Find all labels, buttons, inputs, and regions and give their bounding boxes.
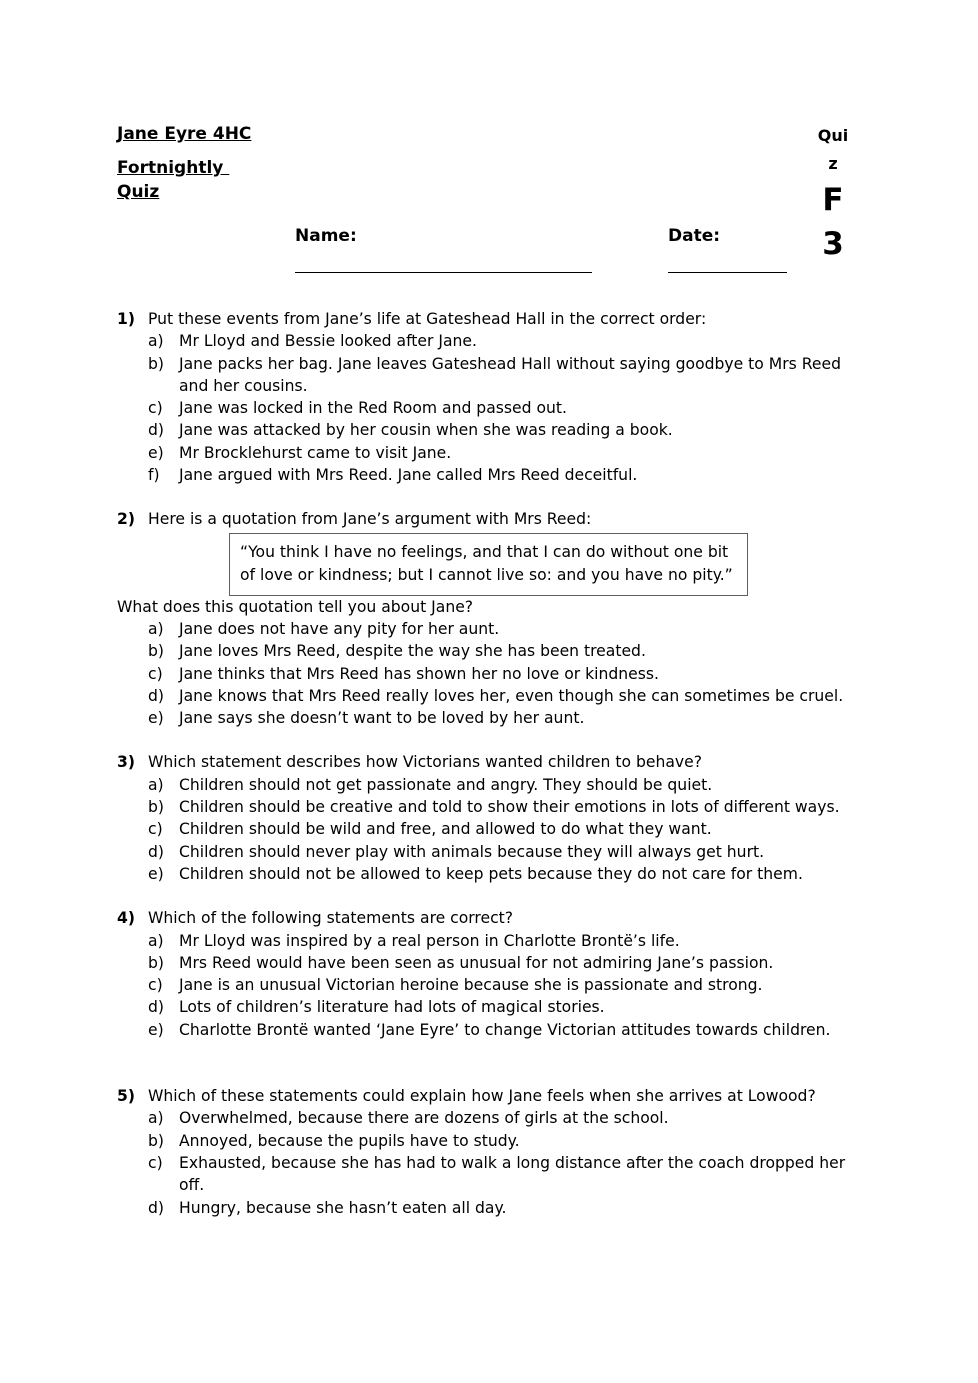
date-label: Date: (668, 226, 721, 246)
answer-option-list (117, 618, 877, 729)
quiz-code-number: 3 (822, 226, 844, 262)
quotation-box (229, 533, 748, 596)
answer-option[interactable] (117, 419, 877, 441)
question-number: 4) (117, 909, 135, 928)
answer-option-marker: b) (148, 798, 164, 817)
answer-option-text: Jane packs her bag. Jane leaves Gateshead Hall without saying goodbye to Mrs Reed and her cousins. (179, 354, 841, 395)
answer-option-list (117, 930, 877, 1041)
answer-option-marker: a) (148, 775, 164, 794)
answer-option-text: Children should be wild and free, and allowed to do what they want. (179, 820, 712, 839)
answer-option-text: Jane says she doesn’t want to be loved by her aunt. (179, 709, 585, 728)
question-prompt-row (117, 1085, 877, 1107)
answer-option-text: Jane thinks that Mrs Reed has shown her no love or kindness. (179, 664, 659, 683)
question-prompt-row (117, 751, 877, 773)
answer-option-text: Jane was attacked by her cousin when she was reading a book. (179, 421, 673, 440)
answer-option-marker: c) (148, 1153, 163, 1172)
answer-option[interactable] (117, 707, 877, 729)
quotation-text: “You think I have no feelings, and that I can do without one bit of love or kindness; but I cannot live so: and you have no pity.” (240, 542, 733, 584)
answer-option-text: Children should be creative and told to show their emotions in lots of different ways. (179, 798, 840, 817)
answer-option-text: Mr Brocklehurst came to visit Jane. (179, 443, 452, 462)
answer-option[interactable] (117, 330, 877, 352)
answer-option-text: Exhausted, because she has had to walk a long distance after the coach dropped her off. (179, 1153, 846, 1195)
answer-option[interactable] (117, 996, 877, 1018)
question-block (117, 1085, 877, 1219)
question-prompt: Put these events from Jane’s life at Gateshead Hall in the correct order: (148, 310, 707, 328)
answer-option-marker: b) (148, 354, 164, 373)
question-prompt-row (117, 308, 877, 330)
question-block (117, 907, 877, 1041)
answer-option[interactable] (117, 663, 877, 685)
document-subtitle-line-2: Quiz (117, 182, 160, 202)
answer-option[interactable] (117, 1152, 877, 1197)
question-block (117, 308, 877, 486)
answer-option-text: Annoyed, because the pupils have to study. (179, 1131, 520, 1150)
answer-option-text: Jane argued with Mrs Reed. Jane called Mrs Reed deceitful. (179, 466, 638, 485)
answer-option-marker: c) (148, 976, 163, 995)
answer-option[interactable] (117, 1197, 877, 1219)
answer-option-text: Jane was locked in the Red Room and passed out. (179, 399, 567, 418)
question-block (117, 508, 877, 729)
answer-option-marker: f) (148, 466, 160, 485)
answer-option[interactable] (117, 863, 877, 885)
document-subtitle-line-1: Fortnightly (117, 158, 230, 178)
answer-option[interactable] (117, 1130, 877, 1152)
answer-option-text: Overwhelmed, because there are dozens of girls at the school. (179, 1109, 669, 1128)
name-input-line[interactable] (295, 271, 592, 273)
question-prompt: Which of these statements could explain how Jane feels when she arrives at Lowood? (148, 1087, 816, 1106)
answer-option-marker: a) (148, 931, 164, 950)
answer-option-marker: d) (148, 686, 164, 705)
answer-option-marker: d) (148, 421, 164, 440)
answer-option-text: Mr Lloyd was inspired by a real person in Charlotte Brontë’s life. (179, 931, 680, 950)
answer-option-text: Mr Lloyd and Bessie looked after Jane. (179, 332, 477, 351)
answer-option-marker: c) (148, 820, 163, 839)
answer-option-marker: e) (148, 709, 164, 728)
answer-option-text: Jane loves Mrs Reed, despite the way she has been treated. (179, 642, 646, 661)
answer-option-marker: b) (148, 1131, 164, 1150)
name-date-section (295, 224, 795, 273)
answer-option-marker: a) (148, 1109, 164, 1128)
date-input-line[interactable] (668, 271, 787, 273)
answer-option-text: Children should not get passionate and angry. They should be quiet. (179, 775, 713, 794)
question-prompt: Which statement describes how Victorians wanted children to behave? (148, 753, 702, 772)
question-prompt: Which of the following statements are correct? (148, 909, 514, 928)
answer-option-marker: e) (148, 864, 164, 883)
name-date-row (295, 224, 795, 273)
answer-option-text: Children should not be allowed to keep pets because they do not care for them. (179, 864, 803, 883)
answer-option[interactable] (117, 774, 877, 796)
answer-option[interactable] (117, 685, 877, 707)
answer-option-text: Mrs Reed would have been seen as unusual for not admiring Jane’s passion. (179, 953, 774, 972)
name-label: Name: (295, 226, 357, 246)
answer-option-text: Charlotte Brontë wanted ‘Jane Eyre’ to change Victorian attitudes towards children. (179, 1020, 831, 1039)
question-number: 3) (117, 753, 135, 772)
quiz-code-label-line-1: Qui (817, 126, 849, 145)
answer-option[interactable] (117, 818, 877, 840)
answer-option-marker: e) (148, 1020, 164, 1039)
question-prompt-row (117, 508, 877, 530)
question-number: 2) (117, 510, 135, 529)
question-prompt: Here is a quotation from Jane’s argument with Mrs Reed: (148, 510, 592, 529)
answer-option[interactable] (117, 1019, 877, 1041)
answer-option[interactable] (117, 442, 877, 464)
answer-option-list (117, 1107, 877, 1218)
date-field-group (668, 224, 788, 273)
answer-option-text: Lots of children’s literature had lots of magical stories. (179, 998, 605, 1017)
answer-option-text: Children should never play with animals because they will always get hurt. (179, 842, 765, 861)
questions-list (117, 308, 877, 1219)
answer-option-marker: b) (148, 642, 164, 661)
answer-option[interactable] (117, 796, 877, 818)
answer-option[interactable] (117, 464, 877, 486)
answer-option-text: Jane knows that Mrs Reed really loves her, even though she can sometimes be cruel. (179, 686, 844, 705)
answer-option-marker: d) (148, 1198, 164, 1217)
answer-option-list (117, 774, 877, 885)
answer-option-marker: a) (148, 619, 164, 638)
answer-option[interactable] (117, 930, 877, 952)
question-sub-prompt: What does this quotation tell you about Jane? (117, 597, 474, 616)
answer-option[interactable] (117, 618, 877, 640)
question-block (117, 751, 877, 885)
answer-option[interactable] (117, 974, 877, 996)
answer-option-marker: a) (148, 332, 164, 351)
quiz-code-letter: F (822, 182, 844, 218)
answer-option-marker: d) (148, 998, 164, 1017)
answer-option[interactable] (117, 353, 877, 398)
question-number: 1) (117, 310, 135, 328)
answer-option[interactable] (117, 397, 877, 419)
title-block (117, 122, 347, 204)
answer-option[interactable] (117, 1107, 877, 1129)
name-field-group (295, 224, 668, 273)
answer-option[interactable] (117, 841, 877, 863)
answer-option-marker: c) (148, 399, 163, 418)
quiz-code-label-line-2: z (828, 154, 838, 173)
document-title: Jane Eyre 4HC (117, 124, 252, 144)
answer-option-text: Jane is an unusual Victorian heroine because she is passionate and strong. (179, 976, 763, 995)
answer-option-list (117, 330, 877, 486)
answer-option-text: Jane does not have any pity for her aunt. (179, 619, 500, 638)
question-prompt-row (117, 907, 877, 929)
answer-option-text: Hungry, because she hasn’t eaten all day. (179, 1198, 507, 1217)
quiz-code-block (805, 122, 861, 266)
answer-option-marker: d) (148, 842, 164, 861)
question-number: 5) (117, 1087, 135, 1106)
answer-option-marker: b) (148, 953, 164, 972)
answer-option[interactable] (117, 640, 877, 662)
answer-option[interactable] (117, 952, 877, 974)
answer-option-marker: c) (148, 664, 163, 683)
answer-option-marker: e) (148, 443, 164, 462)
